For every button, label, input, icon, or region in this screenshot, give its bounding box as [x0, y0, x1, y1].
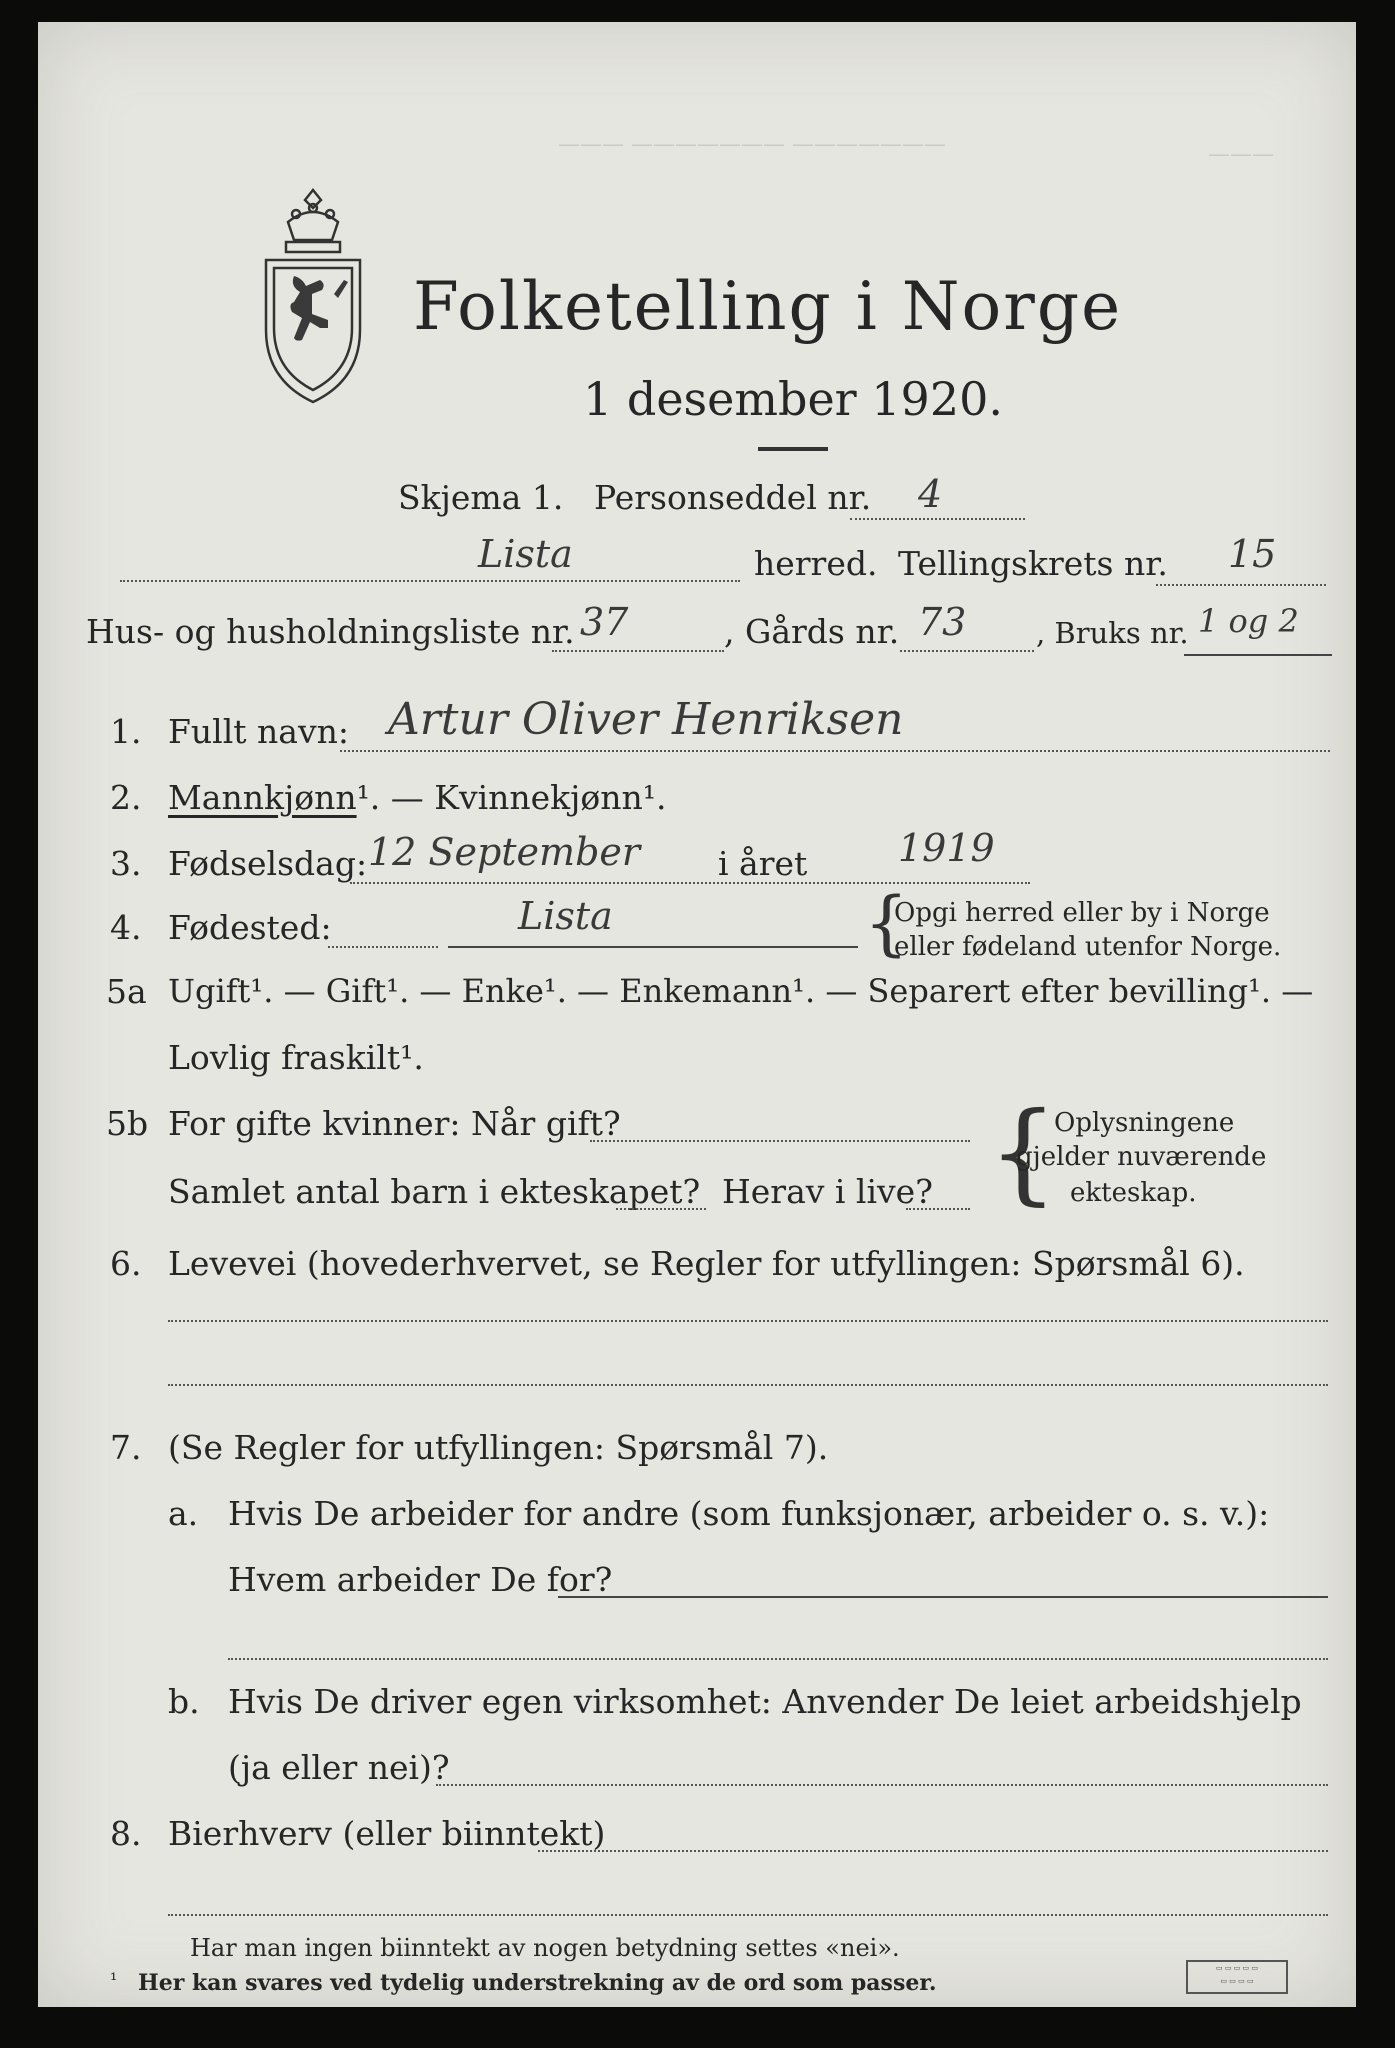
q3-year[interactable]: 1919 — [898, 826, 995, 870]
q6-line-1[interactable] — [168, 1320, 1328, 1322]
bleed-through: ——— — [1208, 142, 1274, 167]
hus-value[interactable]: 37 — [580, 600, 629, 644]
q4-value[interactable]: Lista — [518, 894, 613, 938]
q5b-line-2a: Samlet antal barn i ekteskapet? — [168, 1172, 701, 1211]
q5b-line-2b: Herav i live? — [722, 1172, 933, 1211]
q7b-line-1: Hvis De driver egen virksomhet: Anvender De leiet arbeidshjelp — [228, 1682, 1302, 1721]
q7-number: 7. — [110, 1428, 142, 1467]
hus-line — [552, 650, 724, 652]
q5a-options[interactable]: Ugift¹. — Gift¹. — Enke¹. — Enkemann¹. — Separert efter bevilling¹. — — [168, 972, 1314, 1010]
footnote-mark: ¹ — [110, 1970, 118, 1991]
q6-label: Levevei (hovederhvervet, se Regler for utfyllingen: Spørsmål 6). — [168, 1244, 1245, 1283]
tellingskrets-value[interactable]: 15 — [1228, 532, 1277, 576]
hus-label: Hus- og husholdningsliste nr. — [86, 612, 575, 651]
q4-label: Fødested: — [168, 908, 332, 947]
q5a-number: 5a — [106, 972, 147, 1011]
q5b-brace: { — [988, 1088, 1058, 1216]
q8-number: 8. — [110, 1814, 142, 1853]
gards-value[interactable]: 73 — [918, 600, 967, 644]
q5b-alive-line[interactable] — [906, 1208, 970, 1210]
q1-line — [340, 750, 1330, 752]
q2-separator: ¹. — — [356, 778, 424, 817]
q7a-line-extra[interactable] — [228, 1658, 1328, 1660]
gards-label: , Gårds nr. — [724, 612, 900, 651]
tellingskrets-line — [1156, 584, 1326, 586]
q4-note-2: eller fødeland utenfor Norge. — [894, 932, 1282, 962]
q5b-line-1: For gifte kvinner: Når gift? — [168, 1104, 621, 1143]
q1-label: Fullt navn: — [168, 712, 349, 751]
herred-label: herred. — [754, 544, 878, 583]
tellingskrets-label: Tellingskrets nr. — [898, 544, 1168, 583]
bruks-label: , Bruks nr. — [1036, 616, 1189, 650]
q7a-employer-line[interactable] — [558, 1596, 1328, 1598]
census-form-page — [38, 22, 1356, 2007]
form-title: Folketelling i Norge — [413, 268, 1123, 345]
q3-day[interactable]: 12 September — [368, 830, 641, 874]
footer-note: Har man ingen biinntekt av nogen betydning settes «nei». — [190, 1934, 900, 1962]
q3-number: 3. — [110, 844, 142, 883]
personseddel-label: Personseddel nr. — [594, 478, 872, 517]
gards-line — [900, 650, 1034, 652]
q1-value[interactable]: Artur Oliver Henriksen — [388, 694, 904, 745]
title-divider — [758, 447, 828, 451]
q7a-line-1: Hvis De arbeider for andre (som funksjonær, arbeider o. s. v.): — [228, 1494, 1270, 1533]
q8-label: Bierhverv (eller biinntekt) — [168, 1814, 606, 1853]
q6-number: 6. — [110, 1244, 142, 1283]
q5b-number: 5b — [106, 1104, 149, 1143]
norway-coat-of-arms-icon — [248, 182, 378, 412]
bruks-line — [1184, 654, 1332, 656]
footnote: Her kan svares ved tydelig understrekning av de ord som passer. — [138, 1970, 937, 1996]
q3-line — [350, 882, 1030, 884]
q5b-note-1: Oplysningene — [1054, 1108, 1235, 1138]
herred-value[interactable]: Lista — [478, 532, 573, 576]
female-option[interactable]: Kvinnekjønn¹. — [434, 778, 667, 817]
q5a-options-2[interactable]: Lovlig fraskilt¹. — [168, 1038, 424, 1077]
q3-year-label: i året — [718, 844, 808, 883]
q4-brace: { — [864, 882, 909, 964]
q4-note-1: Opgi herred eller by i Norge — [894, 898, 1270, 928]
q8-line-1[interactable] — [538, 1850, 1328, 1852]
q6-line-2[interactable] — [168, 1384, 1328, 1386]
q7a-line-2: Hvem arbeider De for? — [228, 1560, 613, 1599]
bruks-value[interactable]: 1 og 2 — [1198, 602, 1299, 640]
personseddel-line — [850, 518, 1025, 520]
herred-line — [120, 580, 740, 582]
printer-stamp: ▭ ▭ ▭ ▭ ▭ ▭ ▭ ▭ ▭ — [1186, 1960, 1288, 1994]
q4-number: 4. — [110, 908, 142, 947]
q5b-note-3: ekteskap. — [1070, 1178, 1197, 1208]
q7b-letter: b. — [168, 1682, 200, 1721]
q5b-married-line[interactable] — [590, 1140, 970, 1142]
bleed-through: ——— ——————— ——————— — [558, 132, 946, 157]
census-date: 1 desember 1920. — [583, 372, 1003, 426]
male-option[interactable]: Mannkjønn — [168, 778, 357, 817]
skjema-label: Skjema 1. — [398, 478, 564, 517]
q2-options — [168, 778, 667, 817]
personseddel-value[interactable]: 4 — [918, 472, 943, 516]
q5b-note-2: gjelder nuværende — [1016, 1142, 1267, 1172]
q1-number: 1. — [110, 712, 142, 751]
q7b-line-2: (ja eller nei)? — [228, 1748, 450, 1787]
q3-label: Fødselsdag: — [168, 844, 368, 883]
q5b-children-line[interactable] — [616, 1208, 706, 1210]
q4-line-a — [328, 946, 438, 948]
q7-label: (Se Regler for utfyllingen: Spørsmål 7). — [168, 1428, 829, 1467]
q4-line-b — [448, 946, 858, 948]
q7b-answer-line[interactable] — [436, 1784, 1328, 1786]
q8-line-2[interactable] — [168, 1914, 1328, 1916]
q2-number: 2. — [110, 778, 142, 817]
q7a-letter: a. — [168, 1494, 199, 1533]
